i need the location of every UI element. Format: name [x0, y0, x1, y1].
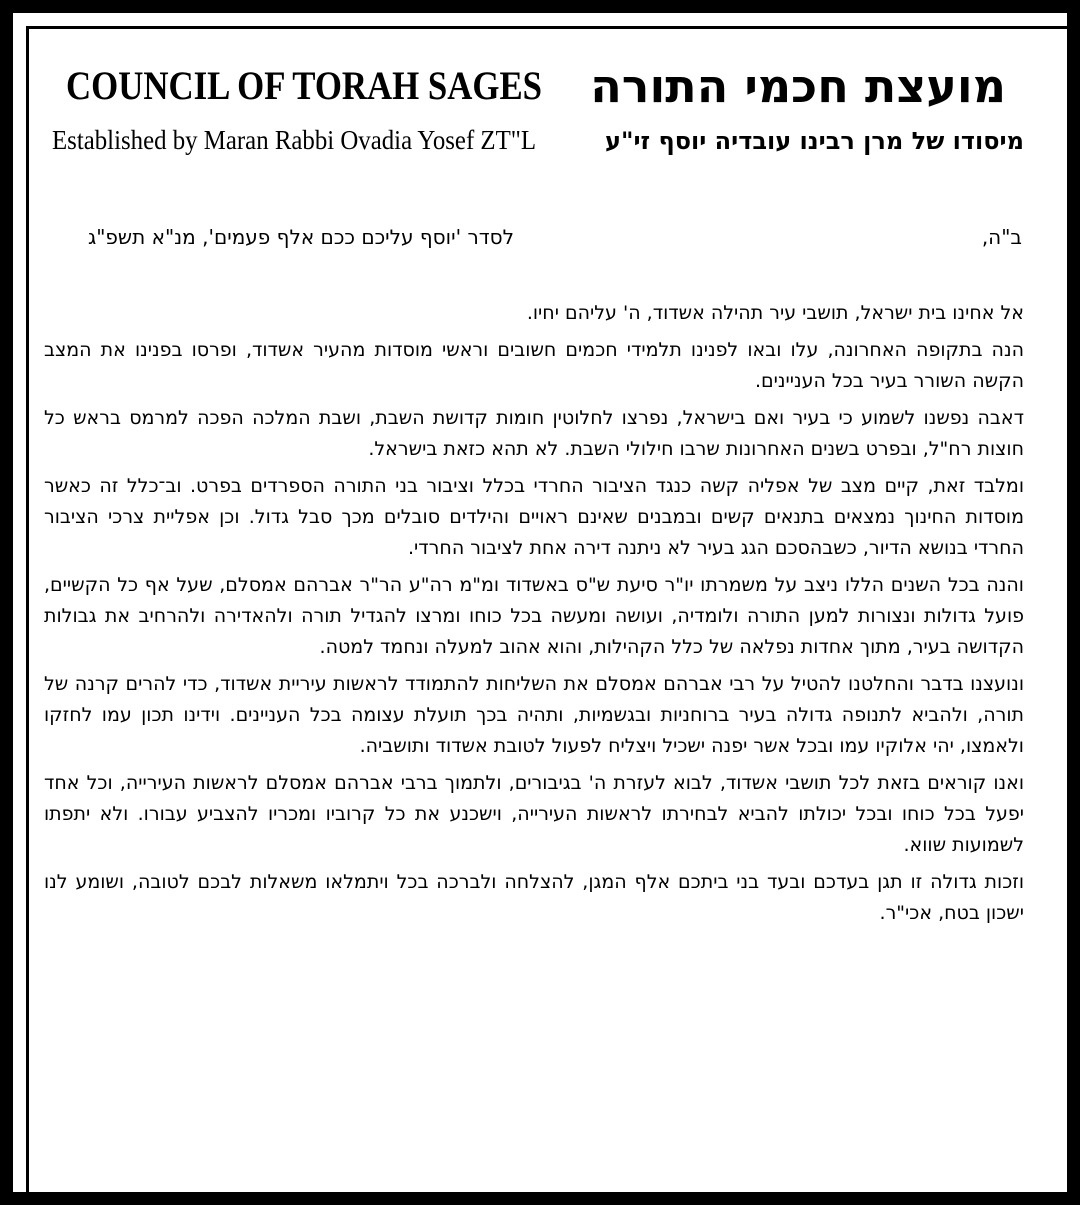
dateline — [40, 220, 1022, 254]
paragraph: ונועצנו בדבר והחלטנו להטיל על רבי אברהם אמסלם את השליחות להתמודד לראשות עיריית אשדוד, כדי להרים קרנה של תורה, ולהביא לתנופה גדולה בעיר ברוחניות ובגשמיות, ותהיה בכך תועלת עצומה בכל העניינים. וידינו תכון עמו לחזקו ולאמצו, יהי אלוקיו עמו ובכל אשר יפנה ישכיל ויצליח לפעול לטובת אשדוד ותושביה. — [44, 673, 1024, 757]
letter-date: לסדר 'יוסף עליכם ככם אלף פעמים', מנ"א תשפ"ג — [87, 225, 514, 249]
paragraph: ומלבד זאת, קיים מצב של אפליה קשה כנגד הציבור החרדי בכלל וציבור בני התורה הספרדים בפרט. וב־כלל זה כאשר מוסדות החינוך נמצאים בתנאים קשים ובמבנים שאינם ראויים והילדים סובלים מכך סבל גדול. וכן אפליית צרכי הציבור החרדי בנושא הדיור, כשבהסכם הגג בעיר לא ניתנה דירה אחת לציבור החרדי. — [44, 475, 1024, 559]
paragraph: ואנו קוראים בזאת לכל תושבי אשדוד, לבוא לעזרת ה' בגיבורים, ולתמוך ברבי אברהם אמסלם לראשות העירייה, וכל אחד יפעל בכל כוחו ובכל יכולתו להביא לבחירתו לראשות העירייה, וישכנע את כל קרוביו ומכריו להצביע עבורו. ולא יתפתו לשמועות שווא. — [44, 772, 1024, 856]
paragraph-closing: וזכות גדולה זו תגן בעדכם ובעד בני ביתכם אלף המגן, להצלחה ולברכה בכל ויתמלאו משאלות לבכם לטובה, ושומע לנו ישכון בטח, אכי"ר. — [44, 871, 1024, 924]
hebrew-title: מועצת חכמי התורה — [590, 59, 1006, 113]
letter-body — [44, 298, 1024, 935]
paragraph: והנה בכל השנים הללו ניצב על משמרתו יו"ר סיעת ש"ס באשדוד ומ"מ רה"ע הר"ר אברהם אמסלם, שעל אף כל הקשיים, פועל גדולות ונצורות למען התורה ולומדיה, ועושה ומעשה בכל כוחו ומרצו להגדיל תורה ולהאדירה ולהרחיב את גבולות הקדושה בעיר, מתוך אחדות נפלאה של כלל הקהילות, והוא אהוב למעלה ונחמד למטה. — [44, 574, 1024, 658]
bh-mark: ב"ה, — [981, 225, 1022, 249]
english-title: COUNCIL OF TORAH SAGES — [66, 63, 543, 108]
paragraph: דאבה נפשנו לשמוע כי בעיר ואם בישראל, נפרצו לחלוטין חומות קדושת השבת, ושבת המלכה הפכה למרמס בראש כל חוצות רח"ל, ובפרט בשנים האחרונות שרבו חילולי השבת. לא תהא כזאת בישראל. — [44, 407, 1024, 460]
hebrew-subtitle: מיסודו של מרן רבינו עובדיה יוסף זי"ע — [604, 127, 1024, 155]
paragraph-greeting: אל אחינו בית ישראל, תושבי עיר תהילה אשדוד, ה' עליהם יחיו. — [526, 302, 1024, 324]
english-subtitle: Established by Maran Rabbi Ovadia Yosef ZT"L — [52, 125, 537, 155]
paragraph: הנה בתקופה האחרונה, עלו ובאו לפנינו תלמידי חכמים חשובים וראשי מוסדות מהעיר אשדוד, ופרסו בפנינו את המצב הקשה השורר בעיר בכל העניינים. — [44, 339, 1024, 392]
